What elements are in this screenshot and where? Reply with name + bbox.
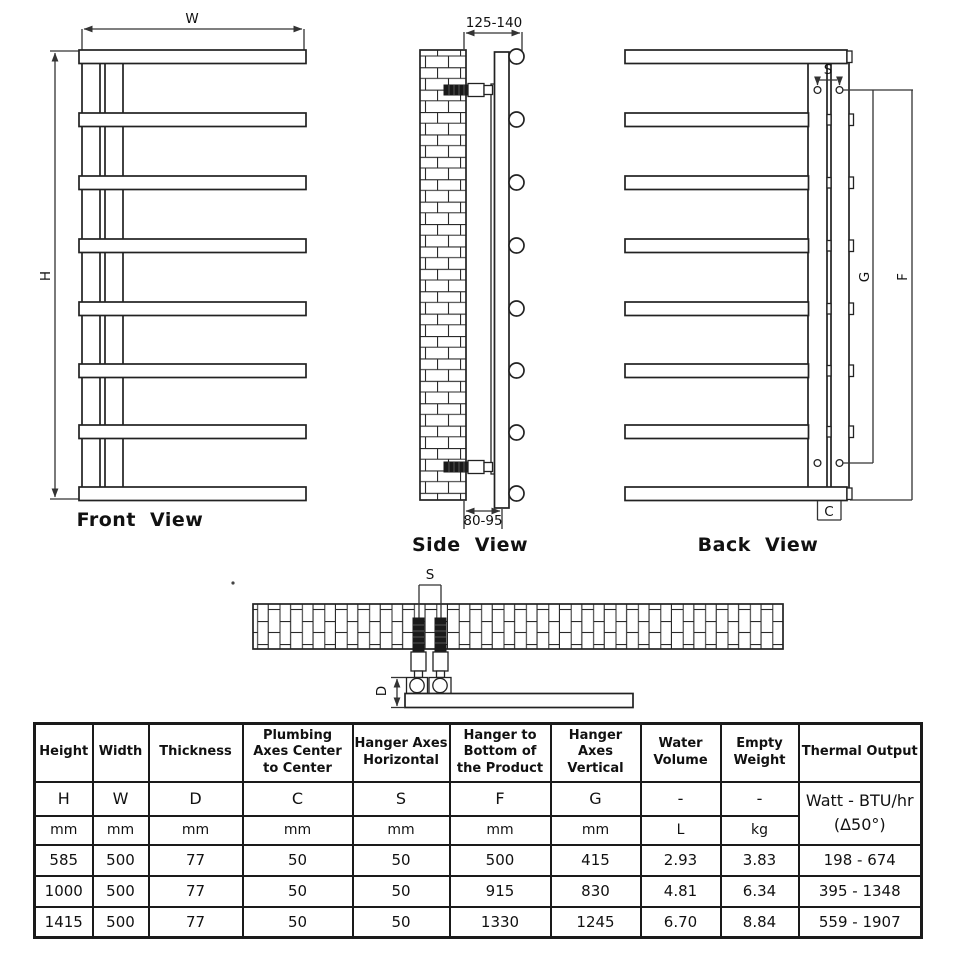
post-section <box>410 678 424 692</box>
table-row <box>35 907 922 938</box>
value-cell: 1415 <box>35 907 93 938</box>
value-cell: 1000 <box>35 876 93 907</box>
header-hanger-horizontal: Hanger Axes Horizontal <box>353 724 450 782</box>
value-cell: 500 <box>450 845 551 876</box>
header-height: Height <box>35 724 93 782</box>
w-dimension <box>82 11 304 52</box>
towel-bar <box>79 425 306 439</box>
post-section <box>433 678 447 692</box>
bar-end <box>509 112 524 127</box>
f-dimension-label: F <box>895 273 911 281</box>
unit-row <box>35 816 922 845</box>
table-row <box>35 876 922 907</box>
bar-end <box>509 486 524 501</box>
bar-end <box>509 425 524 440</box>
value-cell: 50 <box>353 845 450 876</box>
f-dimension <box>850 90 912 500</box>
value-cell: 500 <box>93 845 149 876</box>
towel-bar <box>79 302 306 316</box>
back-view <box>625 50 913 556</box>
value-cell: 500 <box>93 907 149 938</box>
table-row <box>35 845 922 876</box>
symbol-cell: F <box>450 782 551 816</box>
hanger-hole <box>836 87 843 94</box>
towel-bar <box>625 425 809 439</box>
stray-dot <box>231 581 234 584</box>
towel-bar <box>79 364 306 378</box>
symbol-cell: - <box>721 782 799 816</box>
header-thickness: Thickness <box>149 724 243 782</box>
header-hanger-vertical: Hanger Axes Vertical <box>551 724 641 782</box>
radiator-plan-bar <box>405 694 633 708</box>
back-view-title: Back View <box>697 534 819 556</box>
towel-bar <box>79 113 306 127</box>
towel-bar <box>625 239 809 253</box>
front-view <box>38 11 306 531</box>
value-cell: 395 - 1348 <box>799 876 922 907</box>
s-dimension-label: S <box>425 567 435 583</box>
c-dimension <box>818 501 842 520</box>
unit-cell: mm <box>93 816 149 845</box>
symbol-cell: C <box>243 782 353 816</box>
header-hanger-bottom: Hanger to Bottom of the Product <box>450 724 551 782</box>
w-dimension-label: W <box>185 11 199 27</box>
value-cell: 50 <box>353 907 450 938</box>
value-cell: 8.84 <box>721 907 799 938</box>
hanger-hole <box>814 87 821 94</box>
unit-cell: kg <box>721 816 799 845</box>
header-empty-weight: Empty Weight <box>721 724 799 782</box>
back-right-post <box>831 52 849 498</box>
towel-bar <box>79 50 306 64</box>
g-dimension-label: G <box>857 271 873 283</box>
towel-bar <box>625 487 847 501</box>
value-cell: 2.93 <box>641 845 721 876</box>
thermal-unit-line2: (Δ50°) <box>833 815 886 834</box>
value-cell: 50 <box>243 845 353 876</box>
header-plumbing-axes: Plumbing Axes Center to Center <box>243 724 353 782</box>
hanger-hole <box>814 460 821 467</box>
hanger-hole <box>836 460 843 467</box>
value-cell: 77 <box>149 907 243 938</box>
value-cell: 915 <box>450 876 551 907</box>
value-cell: 77 <box>149 845 243 876</box>
bar-end <box>509 238 524 253</box>
side-view <box>412 15 528 556</box>
value-cell: 415 <box>551 845 641 876</box>
symbol-cell: H <box>35 782 93 816</box>
towel-bar <box>79 487 306 501</box>
dimensions-table <box>33 722 923 939</box>
unit-cell: mm <box>149 816 243 845</box>
value-cell: 50 <box>243 876 353 907</box>
back-left-post <box>808 52 827 498</box>
towel-bar <box>625 364 809 378</box>
hanger-assemblies <box>407 652 452 694</box>
towel-bar <box>625 113 809 127</box>
thermal-unit-line1: Watt - BTU/hr <box>805 791 914 810</box>
header-row <box>35 724 922 782</box>
unit-cell: mm <box>551 816 641 845</box>
wall-section <box>420 50 466 500</box>
wall-to-front-label: 125-140 <box>465 15 523 31</box>
towel-bar <box>79 176 306 190</box>
towel-bar <box>79 239 306 253</box>
thermal-unit-cell <box>799 782 922 845</box>
h-dimension-label: H <box>38 270 54 282</box>
bar-ends <box>509 49 524 501</box>
symbol-cell: D <box>149 782 243 816</box>
bar-end <box>509 301 524 316</box>
symbol-cell: S <box>353 782 450 816</box>
header-thermal-output: Thermal Output <box>799 724 922 782</box>
symbol-cell: G <box>551 782 641 816</box>
value-cell: 3.83 <box>721 845 799 876</box>
bar-end <box>509 49 524 64</box>
value-cell: 830 <box>551 876 641 907</box>
symbol-cell: W <box>93 782 149 816</box>
unit-cell: mm <box>243 816 353 845</box>
symbol-row <box>35 782 922 816</box>
side-view-title: Side View <box>411 534 529 556</box>
towel-bar <box>625 176 809 190</box>
upper-wall-bracket <box>444 84 493 97</box>
value-cell: 50 <box>353 876 450 907</box>
front-view-title: Front View <box>76 509 204 531</box>
value-cell: 4.81 <box>641 876 721 907</box>
value-cell: 198 - 674 <box>799 845 922 876</box>
value-cell: 1330 <box>450 907 551 938</box>
wall-to-post-label: 80-95 <box>463 513 503 529</box>
value-cell: 77 <box>149 876 243 907</box>
s-dimension-label: S <box>823 62 833 78</box>
c-dimension-label: C <box>824 504 834 520</box>
value-cell: 6.70 <box>641 907 721 938</box>
h-dimension <box>38 51 80 499</box>
value-cell: 500 <box>93 876 149 907</box>
value-cell: 559 - 1907 <box>799 907 922 938</box>
top-mounting-view <box>231 567 783 708</box>
value-cell: 585 <box>35 845 93 876</box>
value-cell: 6.34 <box>721 876 799 907</box>
unit-cell: mm <box>450 816 551 845</box>
d-dimension-label: D <box>374 685 390 697</box>
wall-to-front-dimension <box>464 15 522 53</box>
bar-end <box>509 363 524 378</box>
wall-plan <box>253 604 783 649</box>
d-dimension <box>374 678 406 708</box>
unit-cell: mm <box>353 816 450 845</box>
header-water-volume: Water Volume <box>641 724 721 782</box>
value-cell: 50 <box>243 907 353 938</box>
symbol-cell: - <box>641 782 721 816</box>
unit-cell: mm <box>35 816 93 845</box>
side-post-profile <box>495 52 510 508</box>
header-width: Width <box>93 724 149 782</box>
value-cell: 1245 <box>551 907 641 938</box>
towel-bar <box>625 302 809 316</box>
bar-end <box>509 175 524 190</box>
unit-cell: L <box>641 816 721 845</box>
lower-wall-bracket <box>444 461 493 474</box>
towel-bar <box>625 50 847 64</box>
